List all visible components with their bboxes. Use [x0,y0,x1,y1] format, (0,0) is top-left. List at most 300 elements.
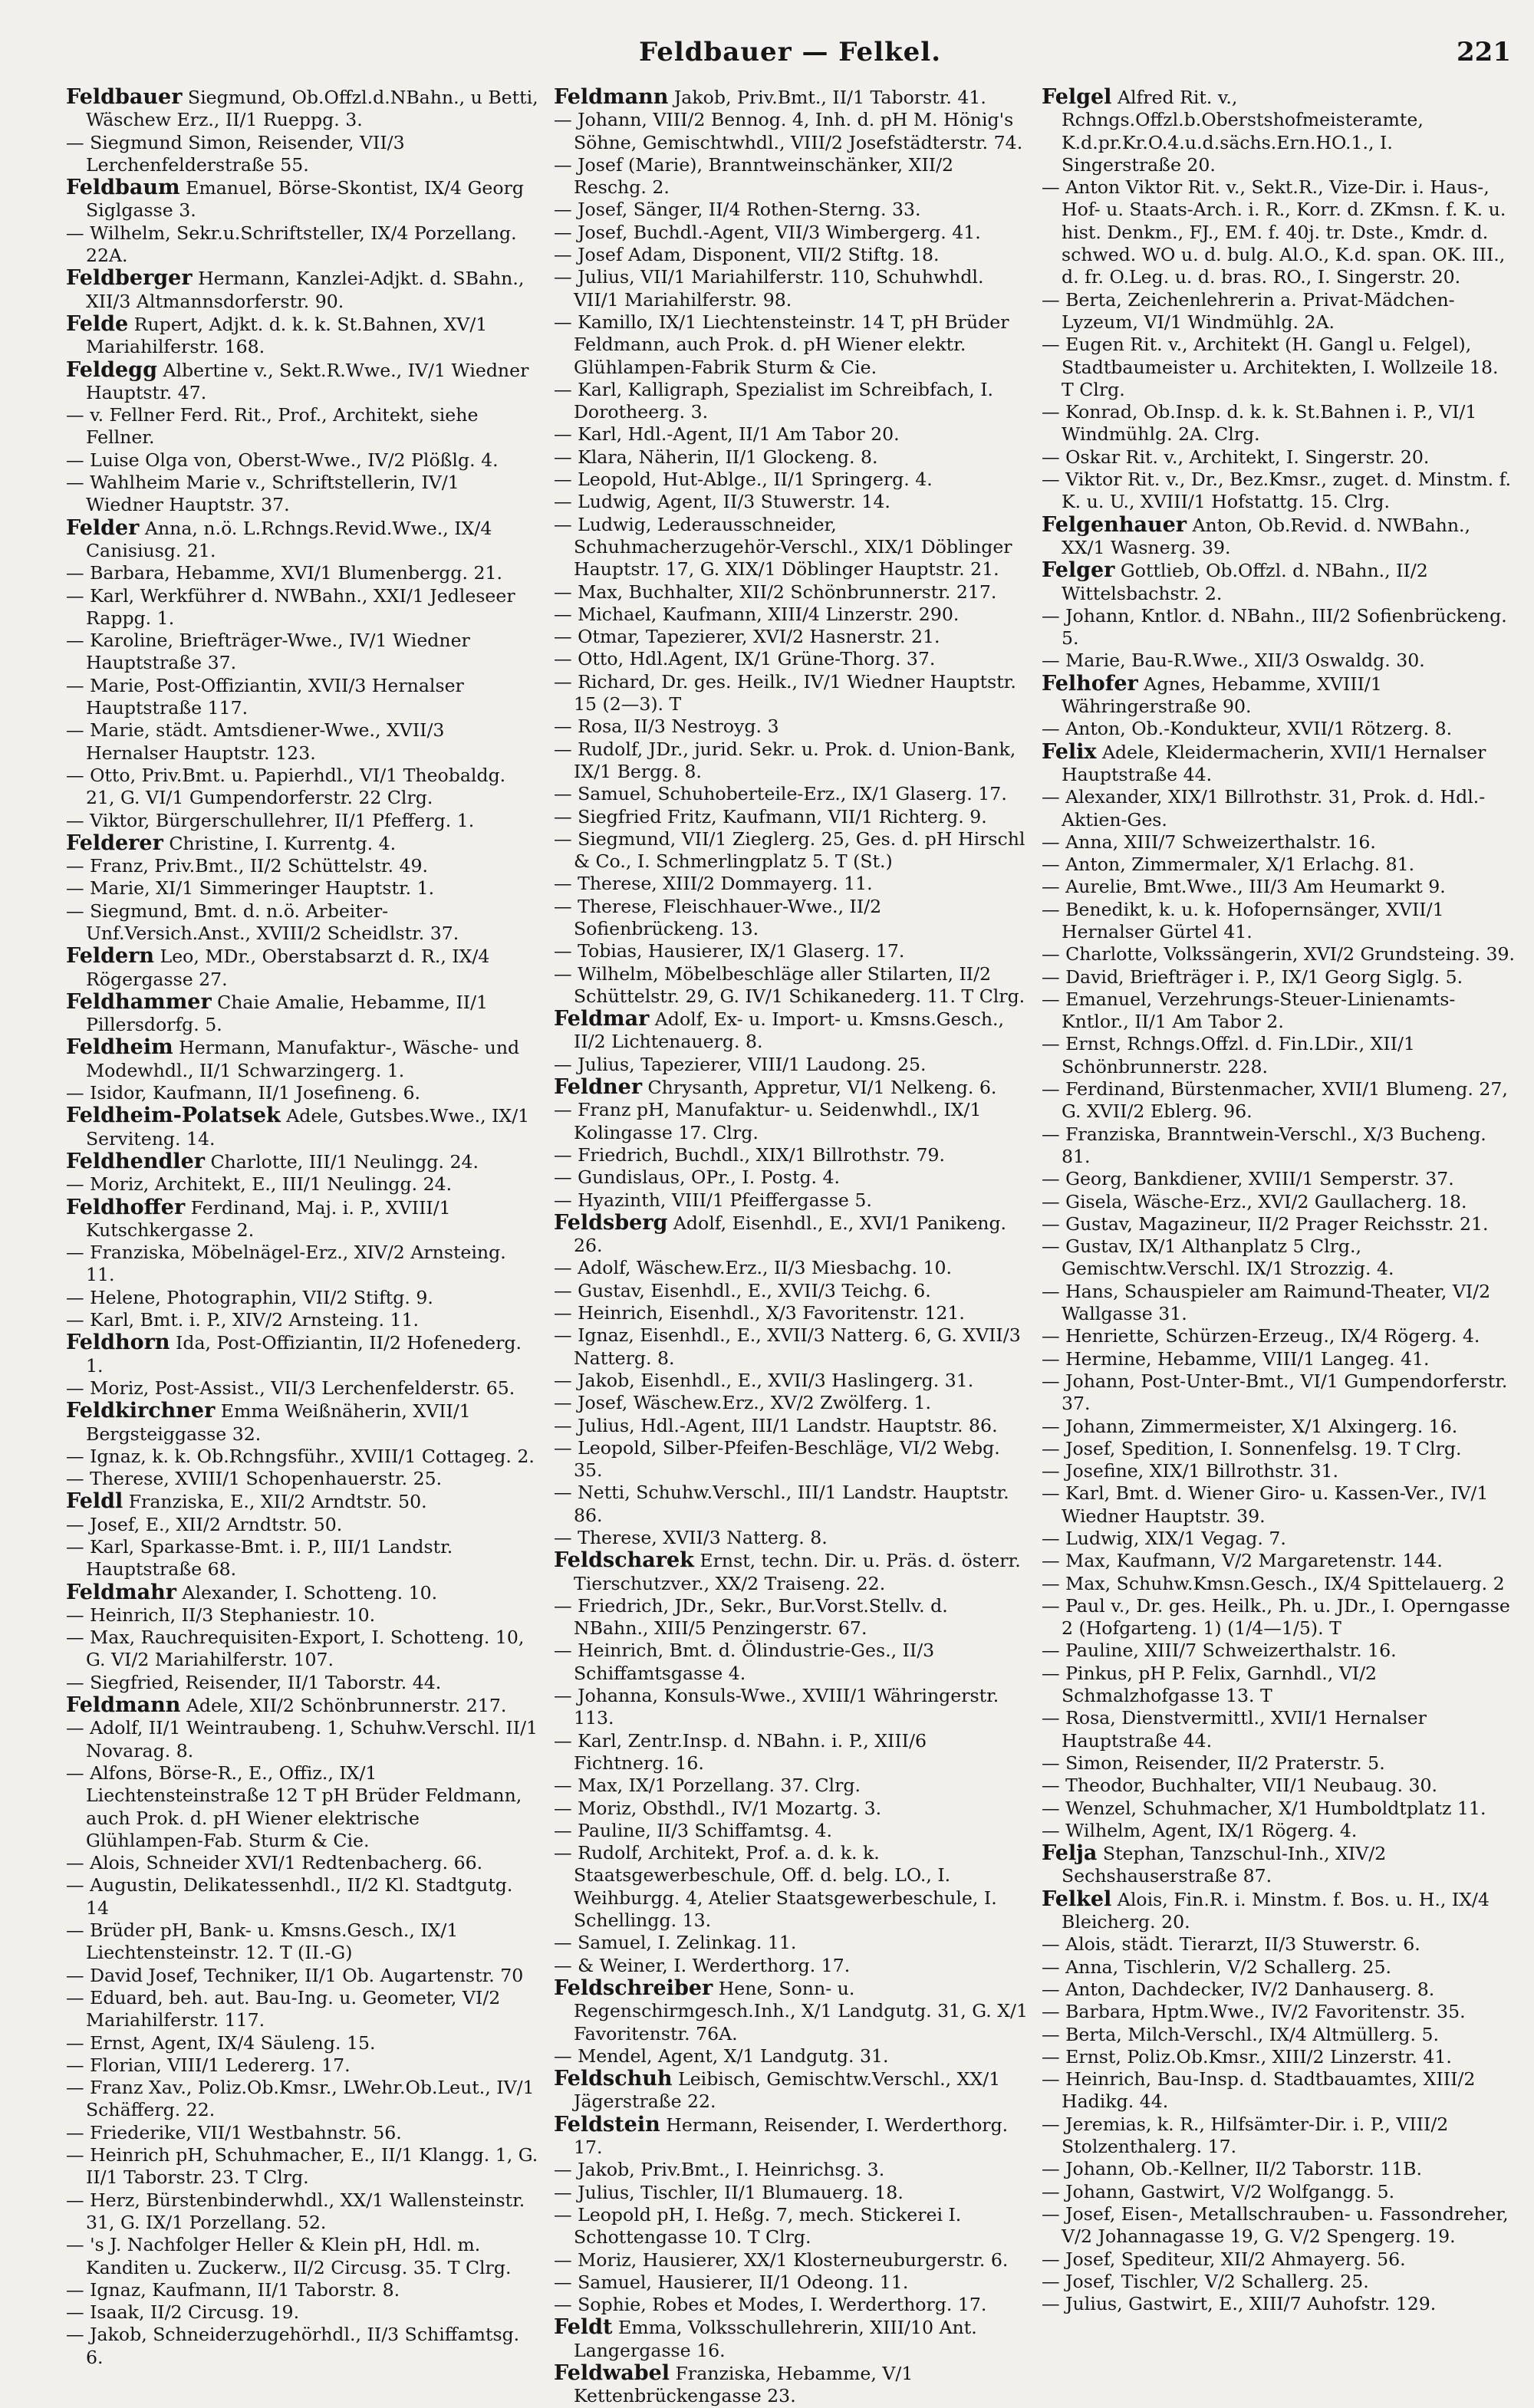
entry-text: — v. Fellner Ferd. Rit., Prof., Architekt, siehe Fellner. [66,404,479,449]
entry-text: Anton, Ob.Revid. d. NWBahn., XX/1 Wasnerg. 39. [1062,514,1471,558]
entry-text: — Moriz, Obsthdl., IV/1 Mozartg. 3. [554,1797,882,1819]
entry-surname: Feldkirchner [66,1399,216,1423]
directory-entry [1042,1235,1516,1281]
directory-entry [1042,1663,1516,1708]
entry-surname: Feldmar [554,1007,650,1031]
entry-text: Leo, MDr., Oberstabsarzt d. R., IX/4 Rögergasse 27. [86,946,490,990]
directory-entry [1042,1078,1516,1123]
entry-text: — Otto, Priv.Bmt. u. Papierhdl., VI/1 Theobaldg. 21, G. VI/1 Gumpendorferstr. 22 Clrg. [66,764,506,809]
directory-entry [1042,334,1516,401]
entry-text: — Josef, Spediteur, XII/2 Ahmayerg. 56. [1042,2248,1406,2270]
entry-text: — Hyazinth, VIII/1 Pfeiffergasse 5. [554,1189,872,1211]
directory-entry [554,199,1028,221]
entry-text: — Friedrich, JDr., Sekr., Bur.Vorst.Stellv. d. NBahn., XIII/5 Penzingerstr. 67. [554,1594,948,1640]
entry-text: — & Weiner, I. Werderthorg. 17. [554,1954,851,1976]
directory-entry [1042,966,1516,989]
directory-entry [1042,1528,1516,1550]
directory-entry [66,1965,540,1987]
entry-text: — Hans, Schauspieler am Raimund-Theater, VI/2 Wallgasse 31. [1042,1280,1491,1325]
entry-text: Adele, Kleidermacherin, XVII/1 Hernalser Hauptstraße 44. [1062,741,1486,785]
entry-surname: Feldschuh [554,2067,673,2091]
entry-text: — Pinkus, pH P. Felix, Garnhdl., VI/2 Schmalzhofgasse 13. T [1042,1662,1378,1707]
entry-text: — Karl, Sparkasse-Bmt. i. P., III/1 Landstr. Hauptstraße 68. [66,1536,453,1581]
entry-text: — Tobias, Hausierer, IX/1 Glaserg. 17. [554,940,905,962]
entry-text: — Barbara, Hptm.Wwe., IV/2 Favoritenstr. 35. [1042,2001,1466,2023]
entry-text: — Samuel, I. Zelinkag. 11. [554,1932,797,1954]
entry-text: — Siegmund, VII/1 Zieglerg. 25, Ges. d. pH Hirschl & Co., I. Schmerlingplatz 5. T (St.) [554,827,1025,873]
entry-text: — Ludwig, Lederausschneider, Schuhmacherzugehör-Verschl., XIX/1 Döblinger Hauptstr. 17, G. XIX/1 Döblinger Hauptstr. 21. [554,513,1012,581]
directory-entry [554,626,1028,648]
entry-text: Ferdinand, Maj. i. P., XVIII/1 Kutschkergasse 2. [86,1196,451,1241]
entry-text: — Otto, Hdl.Agent, IX/1 Grüne-Thorg. 37. [554,648,936,670]
entry-text: — Isidor, Kaufmann, II/1 Josefineng. 6. [66,1082,421,1104]
entry-surname: Feldt [554,2315,613,2340]
entry-text: Alois, Fin.R. i. Minstm. f. Bos. u. H., IX/4 Bleicherg. 20. [1062,1888,1490,1933]
entry-text: — Julius, VII/1 Mariahilferstr. 110, Schuhwhdl. VII/1 Mariahilferstr. 98. [554,266,984,311]
directory-entry [1042,1123,1516,1169]
directory-entry [66,1672,540,1694]
entry-surname: Felhofer [1042,671,1138,696]
entry-text: — Wilhelm, Möbelbeschläge aller Stilarten, II/2 Schüttelstr. 29, G. IV/1 Schikanederg. 11. T Clrg. [554,962,1025,1007]
entry-text: — Julius, Tischler, II/1 Blumauerg. 18. [554,2181,904,2203]
directory-entry [66,1762,540,1852]
directory-entry [66,832,540,855]
entry-text: Adele, XII/2 Schönbrunnerstr. 217. [180,1695,507,1717]
page-header [69,37,1511,75]
entry-text: — Wahlheim Marie v., Schriftstellerin, IV/1 Wiedner Hauptstr. 37. [66,472,459,516]
entry-text: — Moriz, Hausierer, XX/1 Klosterneuburgerstr. 6. [554,2248,1009,2271]
entry-text: Jakob, Priv.Bmt., II/1 Taborstr. 41. [668,87,986,108]
entry-text: — Max, Kaufmann, V/2 Margaretenstr. 144. [1042,1550,1443,1572]
directory-entry [1042,741,1516,787]
column-3 [1042,85,1516,2315]
entry-text: — Karl, Kalligraph, Spezialist im Schreibfach, I. Dorotheerg. 3. [554,378,994,423]
entry-text: — Eugen Rit. v., Architekt (H. Gangl u. Felgel), Stadtbaumeister u. Architekten, I. Wollzeile 18. T Clrg. [1042,334,1499,400]
directory-entry [1042,1438,1516,1460]
entry-text: — Karoline, Briefträger-Wwe., IV/1 Wiedner Hauptstraße 37. [66,630,470,674]
directory-entry [554,244,1028,266]
entry-text: — Jakob, Priv.Bmt., I. Heinrichsg. 3. [554,2159,885,2181]
entry-text: — Konrad, Ob.Insp. d. k. k. St.Bahnen i. P., VI/1 Windmühlg. 2A. Clrg. [1042,401,1477,446]
directory-entry [1042,1370,1516,1416]
entry-text: — David Josef, Techniker, II/1 Ob. Augartenstr. 70 [66,1964,524,1986]
entry-text: — Johanna, Konsuls-Wwe., XVIII/1 Währingerstr. 113. [554,1685,999,1729]
directory-entry [554,2271,1028,2294]
directory-entry [66,1082,540,1104]
directory-entry [66,1446,540,1468]
directory-entry [66,1919,540,1965]
entry-text: Rupert, Adjkt. d. k. k. St.Bahnen, XV/1 Mariahilferstr. 168. [86,313,488,358]
directory-entry [554,2114,1028,2160]
entry-text: — Alexander, XIX/1 Billrothstr. 31, Prok. d. Hdl.-Aktien-Ges. [1042,786,1486,831]
entry-text: — Johann, Zimmermeister, X/1 Alxingerg. 16. [1042,1415,1458,1437]
entry-surname: Feldmahr [66,1580,176,1604]
directory-entry [554,1775,1028,1797]
directory-entry [66,1627,540,1672]
entry-surname: Feldscharek [554,1548,694,1573]
directory-entry [66,2279,540,2301]
entry-text: — Karl, Zentr.Insp. d. NBahn. i. P., XIII/6 Fichtnerg. 16. [554,1729,927,1774]
directory-entry [554,581,1028,604]
directory-entry [1042,2024,1516,2046]
directory-entry [66,222,540,268]
entry-text: — Oskar Rit. v., Architekt, I. Singerstr. 20. [1042,446,1430,468]
directory-entry [66,1287,540,1309]
entry-text: — Ignaz, k. k. Ob.Rchngsführ., XVIII/1 Cottageg. 2. [66,1445,535,1467]
directory-entry [554,828,1028,873]
entry-text: — Richard, Dr. ges. Heilk., IV/1 Wiedner Hauptstr. 15 (2—3). T [554,670,1016,715]
entry-text: — Viktor Rit. v., Dr., Bez.Kmsr., zuget. d. Minstm. f. K. u. U., XVIII/1 Hofstattg. 15. Clrg. [1042,469,1511,513]
entry-text: — Heinrich, Bau-Insp. d. Stadtbauamtes, XIII/2 Hadikg. 44. [1042,2068,1476,2113]
entry-text: — Anton, Dachdecker, IV/2 Danhauserg. 8. [1042,1978,1435,2000]
entry-surname: Feldhendler [66,1149,205,1173]
directory-entry [1042,2248,1516,2271]
directory-entry [66,1377,540,1400]
directory-entry [554,1257,1028,1279]
entry-text: — Hermine, Hebamme, VIII/1 Langeg. 41. [1042,1347,1430,1370]
directory-entry [66,765,540,810]
entry-text: — Johann, Post-Unter-Bmt., VI/1 Gumpendorferstr. 37. [1042,1370,1508,1415]
directory-entry [554,1324,1028,1370]
entry-surname: Feldbauer [66,85,183,109]
directory-entry [1042,2046,1516,2068]
entry-text: — Marie, Bau-R.Wwe., XII/3 Oswaldg. 30. [1042,650,1425,672]
directory-entry [1042,2001,1516,2023]
directory-entry [1042,446,1516,469]
entry-surname: Felgel [1042,85,1112,109]
entry-text: — Theodor, Buchhalter, VII/1 Neubaug. 30. [1042,1775,1437,1797]
entry-text: Alfred Rit. v., Rchngs.Offzl.b.Oberstshofmeisteramte, K.d.pr.Kr.O.4.u.d.sächs.Ern.HO.1., I. Singerstraße 20. [1062,87,1424,176]
directory-entry [1042,2293,1516,2315]
directory-entry [66,1468,540,1490]
entry-text: — Gundislaus, OPr., I. Postg. 4. [554,1166,841,1189]
entry-text: — Ferdinand, Bürstenmacher, XVII/1 Blumeng. 27, G. XVII/2 Eblerg. 96. [1042,1078,1508,1123]
directory-entry [554,109,1028,154]
directory-entry [66,1036,540,1082]
entry-surname: Feldner [554,1075,643,1100]
directory-entry [66,1514,540,1536]
directory-entry [554,1685,1028,1730]
entry-text: — Leopold, Hut-Ablge., II/1 Springerg. 4. [554,469,933,491]
directory-entry [66,267,540,313]
entry-text: — Anna, XIII/7 Schweizerthalstr. 16. [1042,831,1376,853]
entry-text: — Anton, Zimmermaler, X/1 Erlachg. 81. [1042,854,1415,876]
entry-text: Adolf, Ex- u. Import- u. Kmsns.Gesch., II/2 Lichtenauerg. 8. [574,1008,1005,1053]
directory-entry [1042,605,1516,650]
entry-text: — Karl, Hdl.-Agent, II/1 Am Tabor 20. [554,423,900,446]
directory-entry [66,2234,540,2279]
directory-entry [554,1189,1028,1212]
directory-entry [554,2362,1028,2408]
directory-entry [66,1242,540,1287]
directory-entry [1042,1482,1516,1528]
directory-columns [66,85,1516,2407]
directory-entry [554,379,1028,424]
directory-entry [554,648,1028,670]
entry-text: — Leopold pH, I. Heßg. 7, mech. Stickerei I. Schottengasse 10. T Clrg. [554,2203,962,2248]
entry-text: — Anton, Ob.-Kondukteur, XVII/1 Rötzerg. 8. [1042,718,1453,740]
entry-text: — Florian, VIII/1 Ledererg. 17. [66,2054,351,2076]
directory-entry [1042,559,1516,605]
entry-surname: Felkel [1042,1887,1112,1911]
directory-entry [554,222,1028,244]
column-1 [66,85,540,2368]
directory-entry [66,1852,540,1874]
directory-entry [66,991,540,1037]
directory-entry [554,446,1028,469]
directory-entry [554,514,1028,581]
directory-entry [1042,943,1516,966]
entry-text: Hermann, Manufaktur-, Wäsche- und Modewhdl., II/1 Schwarzingerg. 1. [86,1037,520,1081]
directory-entry [66,585,540,630]
entry-surname: Felgenhauer [1042,512,1187,537]
entry-surname: Felde [66,311,129,336]
directory-entry [66,517,540,563]
entry-text: — Brüder pH, Bank- u. Kmsns.Gesch., IX/1 Liechtensteinstr. 12. T (II.-G) [66,1919,459,1964]
directory-entry [66,2189,540,2235]
entry-text: — Eduard, beh. aut. Bau-Ing. u. Geometer, VI/2 Mariahilferstr. 117. [66,1986,501,2031]
entry-text: — Josef, Eisen-, Metallschrauben- u. Fassondreher, V/2 Johannagasse 19, G. V/2 Spengerg. 19. [1042,2202,1509,2248]
directory-entry [66,2032,540,2054]
directory-entry [554,1437,1028,1482]
entry-text: Franziska, E., XII/2 Arndtstr. 50. [123,1491,427,1513]
entry-text: Chaie Amalie, Hebamme, II/1 Pillersdorfg. 5. [86,991,489,1036]
directory-entry [554,604,1028,626]
entry-surname: Feldheim-Polatsek [66,1104,281,1128]
directory-entry [1042,1033,1516,1078]
directory-entry [66,86,540,132]
entry-surname: Feldmann [66,1693,181,1718]
entry-text: — Herz, Bürstenbinderwhdl., XX/1 Wallensteinstr. 31, G. IX/1 Porzellang. 52. [66,2189,525,2233]
entry-text: — Rosa, II/3 Nestroyg. 3 [554,715,779,738]
entry-text: — Marie, städt. Amtsdiener-Wwe., XVII/3 Hernalser Hauptstr. 123. [66,719,445,764]
entry-text: — Franziska, Möbelnägel-Erz., XIV/2 Arnsteing. 11. [66,1242,506,1286]
directory-entry [66,1104,540,1150]
directory-entry [554,1370,1028,1392]
entry-surname: Feldhoffer [66,1195,186,1219]
entry-text: — Leopold, Silber-Pfeifen-Beschläge, VI/2 Webg. 35. [554,1436,1000,1482]
directory-entry [554,783,1028,805]
directory-entry [1042,289,1516,334]
entry-text: — Friedrich, Buchdl., XIX/1 Billrothstr. 79. [554,1143,945,1166]
entry-text: — Alfons, Börse-R., E., Offiz., IX/1 Liechtensteinstraße 12 T pH Brüder Feldmann, auch Prok. d. pH Wiener elektrische Glühlampen-Fab. Sturm & Cie. [66,1762,522,1851]
directory-entry [66,855,540,877]
directory-entry [66,1536,540,1581]
entry-text: — Therese, Fleischhauer-Wwe., II/2 Sofienbrückeng. 13. [554,895,882,939]
entry-text: — Franz Xav., Poliz.Ob.Kmsr., LWehr.Ob.Leut., IV/1 Schäfferg. 22. [66,2077,535,2121]
directory-entry [1042,2114,1516,2159]
entry-text: — Gisela, Wäsche-Erz., XVI/2 Gaullacherg. 18. [1042,1190,1467,1212]
entry-text: Adolf, Eisenhdl., E., XVI/1 Panikeng. 26. [574,1212,1007,1257]
directory-entry [66,449,540,472]
directory-entry [554,1527,1028,1549]
entry-text: Albertine v., Sekt.R.Wwe., IV/1 Wiedner Hauptstr. 47. [86,359,529,403]
entry-text: — Josef, E., XII/2 Arndtstr. 50. [66,1513,343,1535]
entry-text: — Ignaz, Eisenhdl., E., XVII/3 Natterg. 6, G. XVII/3 Natterg. 8. [554,1324,1021,1369]
directory-entry [554,1099,1028,1144]
directory-entry [1042,2203,1516,2248]
directory-entry [1042,2158,1516,2180]
entry-text: — Helene, Photographin, VII/2 Stiftg. 9. [66,1286,433,1308]
entry-surname: Feldhorn [66,1331,170,1355]
entry-text: — Josef, Sänger, II/4 Rothen-Sterng. 33. [554,199,921,221]
entry-text: — Henriette, Schürzen-Erzeug., IX/4 Rögerg. 4. [1042,1325,1480,1347]
entry-text: Chrysanth, Appretur, VI/1 Nelkeng. 6. [642,1077,997,1099]
directory-entry [66,2144,540,2189]
entry-text: Agnes, Hebamme, XVIII/1 Währingerstraße 90. [1062,673,1382,718]
directory-entry [66,1490,540,1513]
directory-entry [66,472,540,517]
directory-entry [66,2301,540,2324]
entry-surname: Felger [1042,558,1115,583]
directory-entry [66,810,540,832]
directory-entry [1042,1573,1516,1595]
entry-text: — Gustav, Magazineur, II/2 Prager Reichsstr. 21. [1042,1212,1489,1235]
entry-text: — Netti, Schuhw.Verschl., III/1 Landstr. Hauptstr. 86. [554,1482,1009,1526]
directory-entry [1042,1933,1516,1956]
directory-entry [66,1309,540,1331]
entry-text: — Marie, Post-Offiziantin, XVII/3 Hernalser Hauptstraße 117. [66,674,464,719]
entry-text: — Alois, städt. Tierarzt, II/3 Stuwerstr. 6. [1042,1933,1420,1956]
directory-entry [66,1717,540,1762]
entry-surname: Feldschreiber [554,1975,713,2000]
directory-entry [66,176,540,222]
directory-entry [554,1415,1028,1437]
directory-entry [1042,86,1516,176]
directory-entry [1042,1820,1516,1842]
directory-entry [554,2068,1028,2114]
entry-text: — Max, Rauchrequisiten-Export, I. Schotteng. 10, G. VI/2 Mariahilferstr. 107. [66,1627,525,1671]
directory-entry [554,423,1028,446]
directory-entry [554,1640,1028,1685]
directory-entry [554,491,1028,513]
directory-entry [1042,1640,1516,1662]
directory-entry [1042,469,1516,514]
entry-surname: Feldmann [554,85,669,109]
directory-entry [554,1212,1028,1258]
entry-text: — Josef Adam, Disponent, VII/2 Stiftg. 18. [554,244,940,266]
entry-text: — Max, Buchhalter, XII/2 Schönbrunnerstr. 217. [554,581,997,603]
entry-text: — Johann, Kntlor. d. NBahn., III/2 Sofienbrückeng. 5. [1042,604,1507,650]
directory-entry [554,715,1028,738]
entry-text: — Jakob, Eisenhdl., E., XVII/3 Haslingerg. 31. [554,1369,974,1391]
entry-text: — Sophie, Robes et Modes, I. Werderthorg. 17. [554,2294,987,2316]
directory-entry [66,1581,540,1604]
directory-entry [554,311,1028,379]
entry-surname: Feldberger [66,266,193,291]
directory-entry [1042,854,1516,876]
entry-text: — Otmar, Tapezierer, XVI/2 Hasnerstr. 21. [554,626,940,648]
entry-text: — Ernst, Rchngs.Offzl. d. Fin.LDir., XII/1 Schönbrunnerstr. 228. [1042,1033,1415,1077]
directory-entry [554,1820,1028,1842]
entry-text: — Siegmund Simon, Reisender, VII/3 Lerchenfelderstraße 55. [66,131,405,176]
directory-entry [1042,1888,1516,1934]
entry-text: — Wilhelm, Agent, IX/1 Rögerg. 4. [1042,1819,1358,1841]
entry-text: — Moriz, Post-Assist., VII/3 Lerchenfelderstr. 65. [66,1377,515,1399]
entry-text: — Kamillo, IX/1 Liechtensteinstr. 14 T, pH Brüder Feldmann, auch Prok. d. pH Wiener elektr. Glühlampen-Fabrik Sturm & Cie. [554,311,1009,378]
entry-text: — Georg, Bankdiener, XVIII/1 Semperstr. 37. [1042,1168,1454,1190]
entry-surname: Feldheim [66,1035,173,1060]
entry-text: — Jakob, Schneiderzugehörhdl., II/3 Schiffamtsg. 6. [66,2324,520,2368]
entry-text: — Ernst, Agent, IX/4 Säuleng. 15. [66,2031,376,2054]
directory-entry [554,1144,1028,1166]
entry-text: — Karl, Bmt. d. Wiener Giro- u. Kassen-Ver., IV/1 Wiedner Hauptstr. 39. [1042,1482,1489,1527]
entry-text: — 's J. Nachfolger Heller & Klein pH, Hdl. m. Kanditen u. Zuckerw., II/2 Circusg. 35. T Clrg. [66,2234,512,2278]
entry-text: — Max, IX/1 Porzellang. 37. Clrg. [554,1775,861,1797]
directory-entry [66,945,540,991]
entry-text: — Josef, Wäschew.Erz., XV/2 Zwölferg. 1. [554,1392,932,1414]
directory-entry [1042,831,1516,854]
entry-text: — Paul v., Dr. ges. Heilk., Ph. u. JDr., I. Operngasse 2 (Hofgarteng. 1) (1/4—1/5). T [1042,1594,1510,1640]
entry-surname: Feldegg [66,357,157,382]
entry-text: — Josef, Buchdl.-Agent, VII/3 Wimbergerg. 41. [554,221,981,243]
directory-entry [66,2054,540,2077]
directory-entry [66,900,540,946]
entry-text: — Aurelie, Bmt.Wwe., III/3 Am Heumarkt 9. [1042,876,1446,898]
entry-surname: Feldbaum [66,176,180,200]
directory-entry [1042,1348,1516,1370]
directory-entry [66,1604,540,1627]
entry-text: — Benedikt, k. u. k. Hofopernsänger, XVII/1 Hernalser Gürtel 41. [1042,898,1444,942]
directory-entry [1042,786,1516,831]
entry-text: — Samuel, Schuhoberteile-Erz., IX/1 Glaserg. 17. [554,783,1007,805]
directory-entry [554,739,1028,784]
entry-text: Stephan, Tanzschul-Inh., XIV/2 Sechshauserstraße 87. [1062,1843,1387,1887]
directory-entry [554,2182,1028,2204]
entry-text: — Julius, Tapezierer, VIII/1 Laudong. 25. [554,1053,927,1075]
directory-entry [66,2324,540,2369]
directory-entry [66,1331,540,1377]
directory-entry [554,1392,1028,1414]
directory-entry [66,1874,540,1919]
entry-text: — Jeremias, k. R., Hilfsämter-Dir. i. P., VIII/2 Stolzenthalerg. 17. [1042,2113,1449,2158]
directory-entry [1042,1191,1516,1213]
directory-entry [554,896,1028,941]
directory-entry [66,719,540,765]
entry-text: — Adolf, Wäschew.Erz., II/3 Miesbachg. 10. [554,1257,953,1279]
entry-text: Gottlieb, Ob.Offzl. d. NBahn., II/2 Wittelsbachstr. 2. [1062,560,1428,604]
directory-entry [66,562,540,584]
directory-entry [1042,1213,1516,1235]
entry-text: — Karl, Bmt. i. P., XIV/2 Arnsteing. 11. [66,1309,419,1331]
entry-text: Alexander, I. Schotteng. 10. [176,1581,438,1604]
entry-text: Siegmund, Ob.Offzl.d.NBahn., u Betti, Wäschew Erz., II/1 Rueppg. 3. [86,87,538,131]
directory-entry [1042,176,1516,288]
entry-text: — Isaak, II/2 Circusg. 19. [66,2301,300,2324]
directory-entry [66,359,540,405]
directory-entry [1042,2068,1516,2114]
directory-entry [66,404,540,449]
entry-text: — Rosa, Dienstvermittl., XVII/1 Hernalser Hauptstraße 44. [1042,1707,1427,1752]
directory-entry [1042,1775,1516,1797]
entry-text: — Franz pH, Manufaktur- u. Seidenwhdl., IX/1 Kolingasse 17. Clrg. [554,1099,982,1143]
entry-text: Adele, Gutsbes.Wwe., IX/1 Serviteng. 14. [86,1105,530,1150]
directory-entry [1042,1798,1516,1820]
directory-entry [554,1842,1028,1932]
entry-text: — Berta, Zeichenlehrerin a. Privat-Mädchen-Lyzeum, VI/1 Windmühlg. 2A. [1042,288,1455,333]
directory-entry [1042,1752,1516,1775]
directory-entry [554,1302,1028,1324]
directory-entry [554,963,1028,1008]
entry-text: — Moriz, Architekt, E., III/1 Neulingg. 24. [66,1173,453,1196]
directory-entry [66,630,540,675]
entry-text: — Anna, Tischlerin, V/2 Schallerg. 25. [1042,1956,1392,1978]
entry-text: — Pauline, XIII/7 Schweizerthalstr. 16. [1042,1640,1397,1662]
column-2 [554,85,1028,2407]
entry-text: — Viktor, Bürgerschullehrer, II/1 Pfefferg. 1. [66,809,475,831]
entry-text: — Julius, Hdl.-Agent, III/1 Landstr. Hauptstr. 86. [554,1414,998,1436]
directory-entry [1042,1956,1516,1979]
